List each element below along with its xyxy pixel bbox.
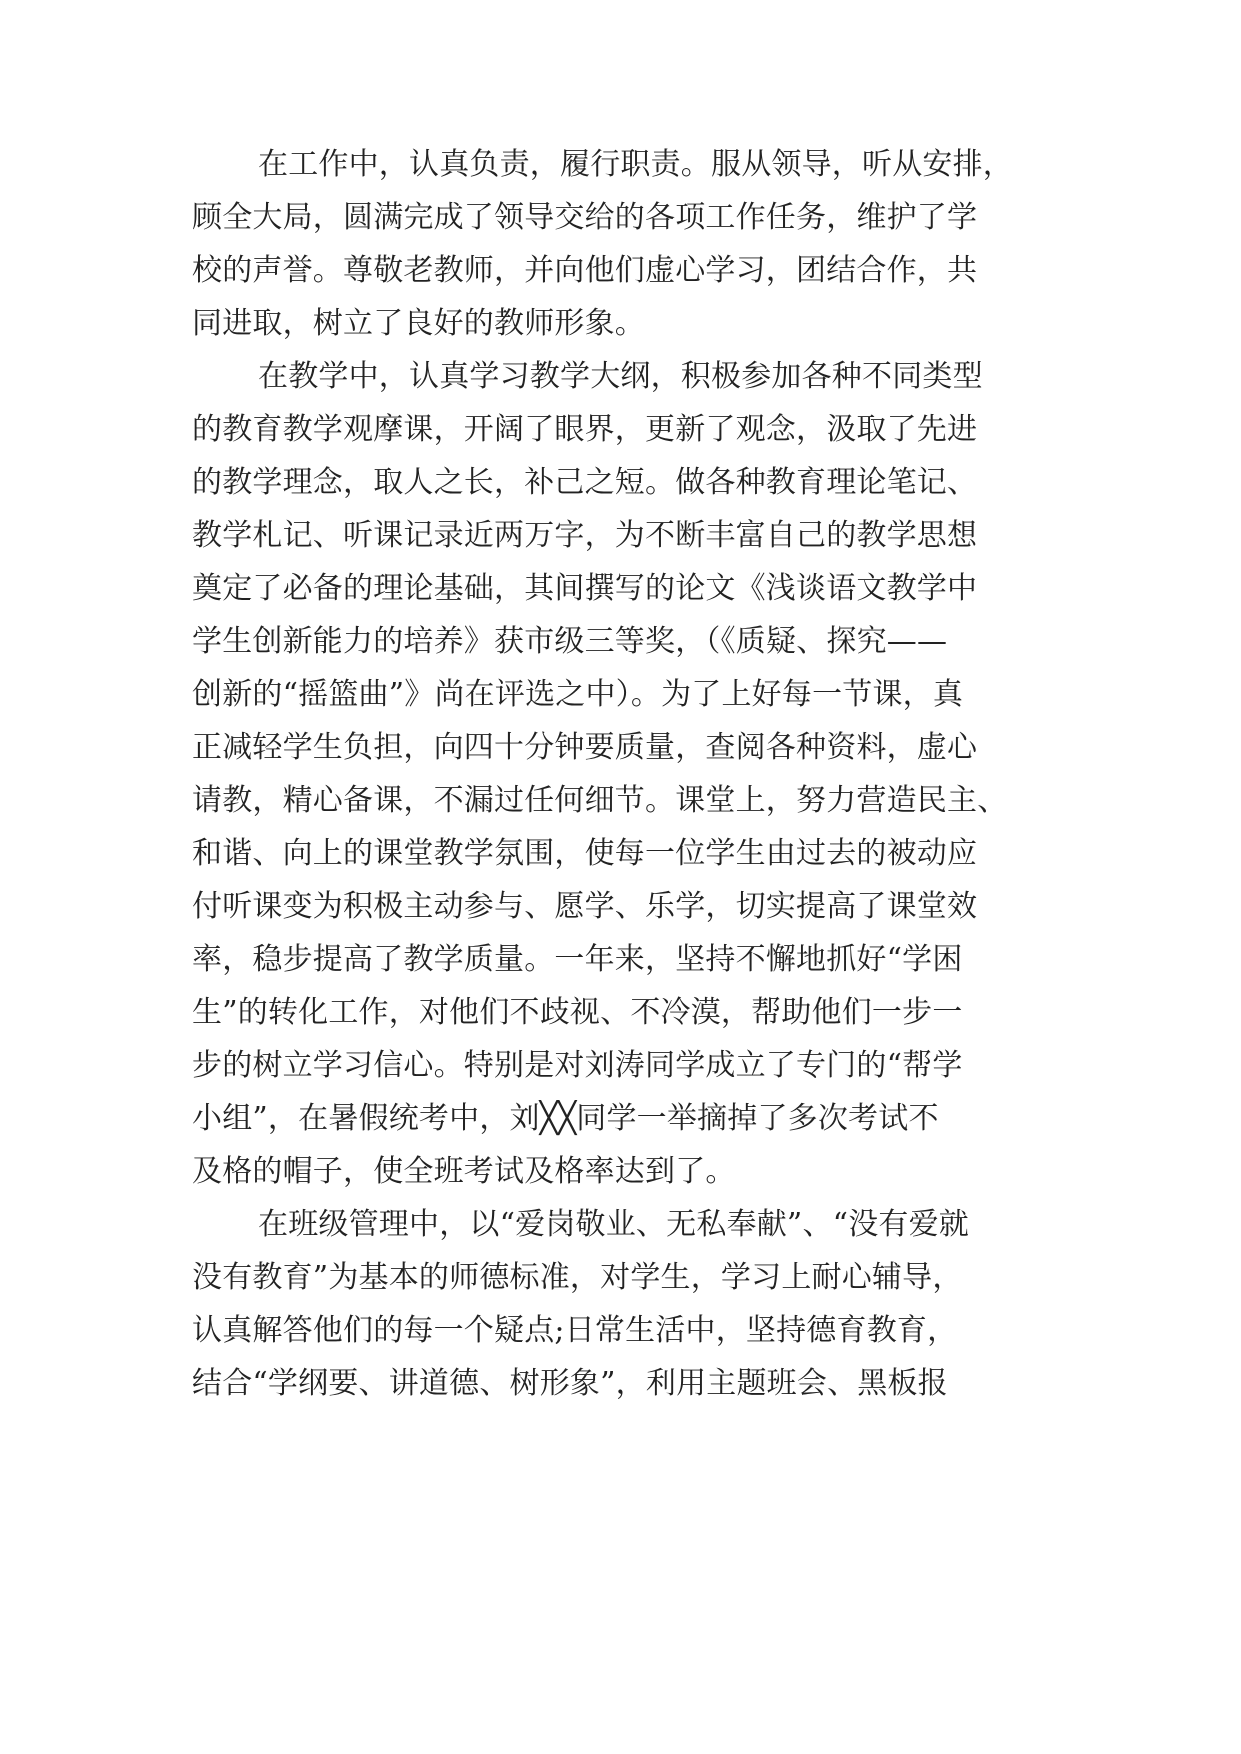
paragraph-2-line-6: 学生创新能力的培养》获市级三等奖，（《质疑、探究—— [192, 624, 948, 659]
paragraph-1-line-4: 同进取，树立了良好的教师形象。 [192, 306, 645, 341]
paragraph-3-line-2: 没有教育”为基本的师德标准，对学生，学习上耐心辅导， [192, 1260, 963, 1295]
paragraph-2-line-4: 教学札记、听课记录近两万字，为不断丰富自己的教学思想 [192, 518, 978, 553]
paragraph-2-line-3: 的教学理念，取人之长，补己之短。做各种教育理论笔记、 [192, 465, 978, 500]
paragraph-2-line-11: 付听课变为积极主动参与、愿学、乐学，切实提高了课堂效 [192, 889, 978, 924]
paragraph-2-line-7: 创新的“摇篮曲”》尚在评选之中）。为了上好每一节课，真 [192, 677, 964, 712]
paragraph-3-line-1: 在班级管理中，以“爱岗敬业、无私奉献”、“没有爱就 [258, 1207, 970, 1242]
paragraph-2-line-14: 步的树立学习信心。特别是对刘涛同学成立了专门的“帮学 [192, 1048, 963, 1083]
paragraph-2-line-8: 正减轻学生负担，向四十分钟要质量，查阅各种资料，虚心 [192, 730, 978, 765]
paragraph-1-line-2: 顾全大局，圆满完成了领导交给的各项工作任务，维护了学 [192, 200, 978, 235]
paragraph-2-line-16: 及格的帽子，使全班考试及格率达到了。 [192, 1154, 736, 1189]
paragraph-3-line-4: 结合“学纲要、讲道德、树形象”，利用主题班会、黑板报 [192, 1366, 948, 1401]
paragraph-2-line-9: 请教，精心备课，不漏过任何细节。课堂上，努力营造民主、 [192, 783, 1008, 818]
paragraph-3-line-3: 认真解答他们的每一个疑点;日常生活中，坚持德育教育， [192, 1313, 958, 1348]
paragraph-2-line-2: 的教育教学观摩课，开阔了眼界，更新了观念，汲取了先进 [192, 412, 978, 447]
paragraph-2-line-13: 生”的转化工作，对他们不歧视、不冷漠，帮助他们一步一 [192, 995, 963, 1030]
paragraph-2-line-15: 小组”，在暑假统考中，刘╳╳同学一举摘掉了多次考试不 [192, 1101, 939, 1136]
paragraph-2-line-1: 在教学中，认真学习教学大纲，积极参加各种不同类型 [258, 359, 983, 394]
paragraph-2-line-12: 率，稳步提高了教学质量。一年来，坚持不懈地抓好“学困 [192, 942, 963, 977]
paragraph-1-line-1: 在工作中，认真负责，履行职责。服从领导，听从安排， [258, 147, 1013, 182]
paragraph-1-line-3: 校的声誉。尊敬老教师，并向他们虚心学习，团结合作，共 [192, 253, 978, 288]
paragraph-2-line-5: 奠定了必备的理论基础，其间撰写的论文《浅谈语文教学中 [192, 571, 978, 606]
paragraph-2-line-10: 和谐、向上的课堂教学氛围，使每一位学生由过去的被动应 [192, 836, 978, 871]
